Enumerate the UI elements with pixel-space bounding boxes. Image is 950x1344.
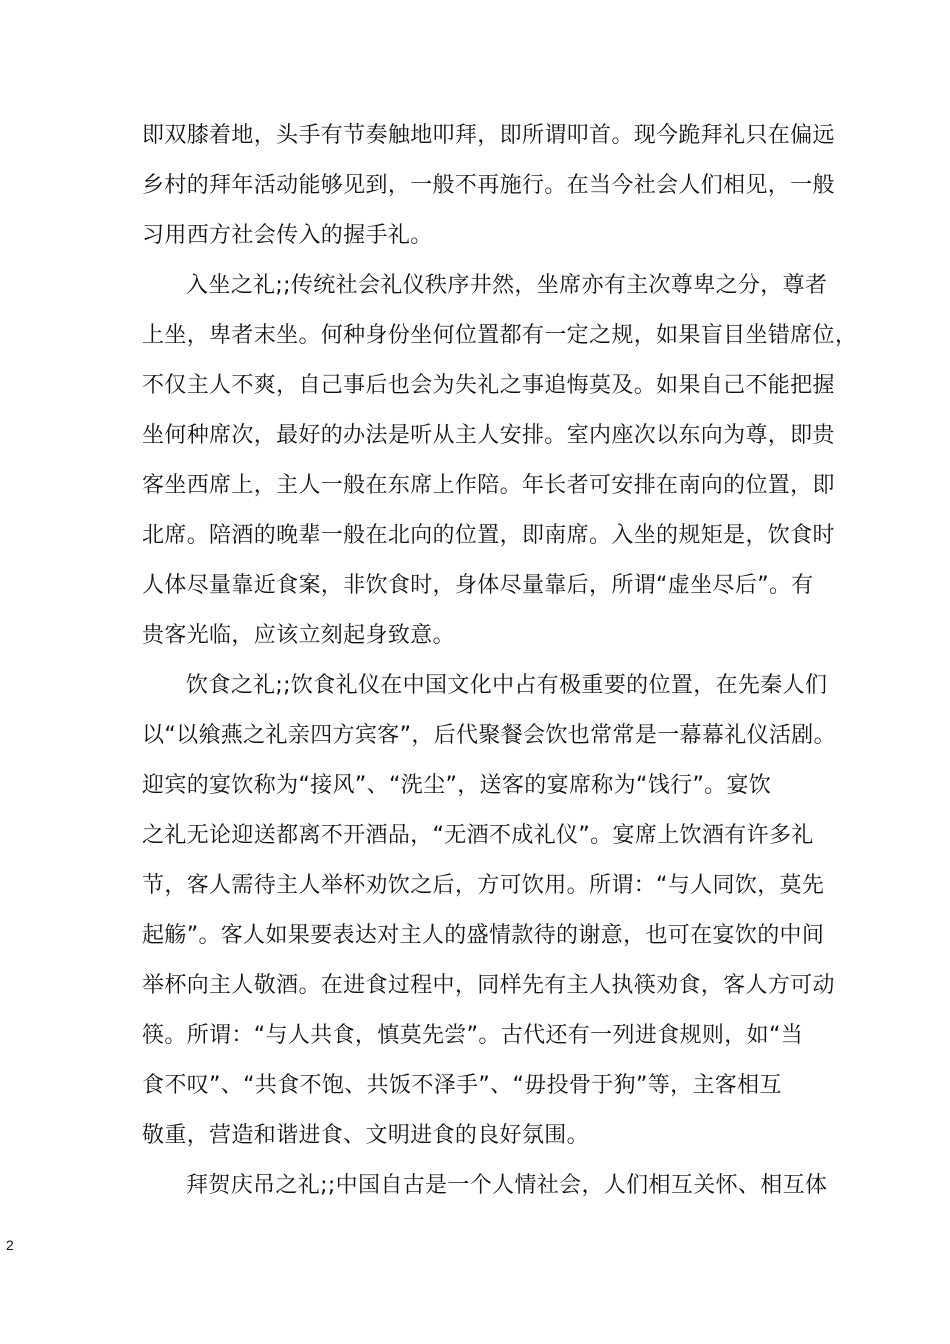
text-line: 人体尽量靠近食案，非饮食时，身体尽量靠后，所谓“虚坐尽后”。有 <box>142 573 814 598</box>
text-line: 筷。所谓：“与人共食，慎莫先尝”。古代还有一列进食规则，如“当 <box>142 1023 804 1048</box>
text-line: 节，客人需待主人举杯劝饮之后，方可饮用。所谓：“与人同饮，莫先 <box>142 873 825 898</box>
text-line: 上坐，卑者末坐。何种身份坐何位置都有一定之规，如果盲目坐错席位， <box>142 323 858 348</box>
text-line: 起觞”。客人如果要表达对主人的盛情款待的谢意，也可在宴饮的中间 <box>142 923 825 948</box>
text-line: 贵客光临，应该立刻起身致意。 <box>142 623 455 648</box>
text-line: 敬重，营造和谐进食、文明进食的良好氛围。 <box>142 1123 590 1148</box>
text-line: 举杯向主人敬酒。在进食过程中，同样先有主人执筷劝食，客人方可动 <box>142 973 835 998</box>
text-line: 乡村的拜年活动能够见到，一般不再施行。在当今社会人们相见，一般 <box>142 173 835 198</box>
paragraph-start-line: 拜贺庆吊之礼;;中国自古是一个人情社会，人们相互关怀、相互体 <box>186 1173 828 1198</box>
text-line: 食不叹”、“共食不饱、共饭不泽手”、“毋投骨于狗”等，主客相互 <box>142 1073 782 1098</box>
text-line: 之礼无论迎送都离不开酒品，“无酒不成礼仪”。宴席上饮酒有许多礼 <box>142 823 814 848</box>
text-line: 习用西方社会传入的握手礼。 <box>142 223 433 248</box>
text-line: 以“以飨燕之礼亲四方宾客”，后代聚餐会饮也常常是一幕幕礼仪活剧。 <box>142 723 836 748</box>
page-number: 2 <box>6 1237 14 1253</box>
paragraph-start-line: 入坐之礼;;传统社会礼仪秩序井然，坐席亦有主次尊卑之分，尊者 <box>186 273 828 298</box>
paragraph-start-line: 饮食之礼;;饮食礼仪在中国文化中占有极重要的位置，在先秦人们 <box>186 673 828 698</box>
text-line: 即双膝着地，头手有节奏触地叩拜，即所谓叩首。现今跪拜礼只在偏远 <box>142 123 835 148</box>
text-line: 客坐西席上，主人一般在东席上作陪。年长者可安排在南向的位置，即 <box>142 473 835 498</box>
text-line: 坐何种席次，最好的办法是听从主人安排。室内座次以东向为尊，即贵 <box>142 423 835 448</box>
text-line: 迎宾的宴饮称为“接风”、“洗尘”，送客的宴席称为“饯行”。宴饮 <box>142 773 772 798</box>
text-line: 不仅主人不爽，自己事后也会为失礼之事追悔莫及。如果自己不能把握 <box>142 373 835 398</box>
text-line: 北席。陪酒的晚辈一般在北向的位置，即南席。入坐的规矩是，饮食时 <box>142 523 835 548</box>
